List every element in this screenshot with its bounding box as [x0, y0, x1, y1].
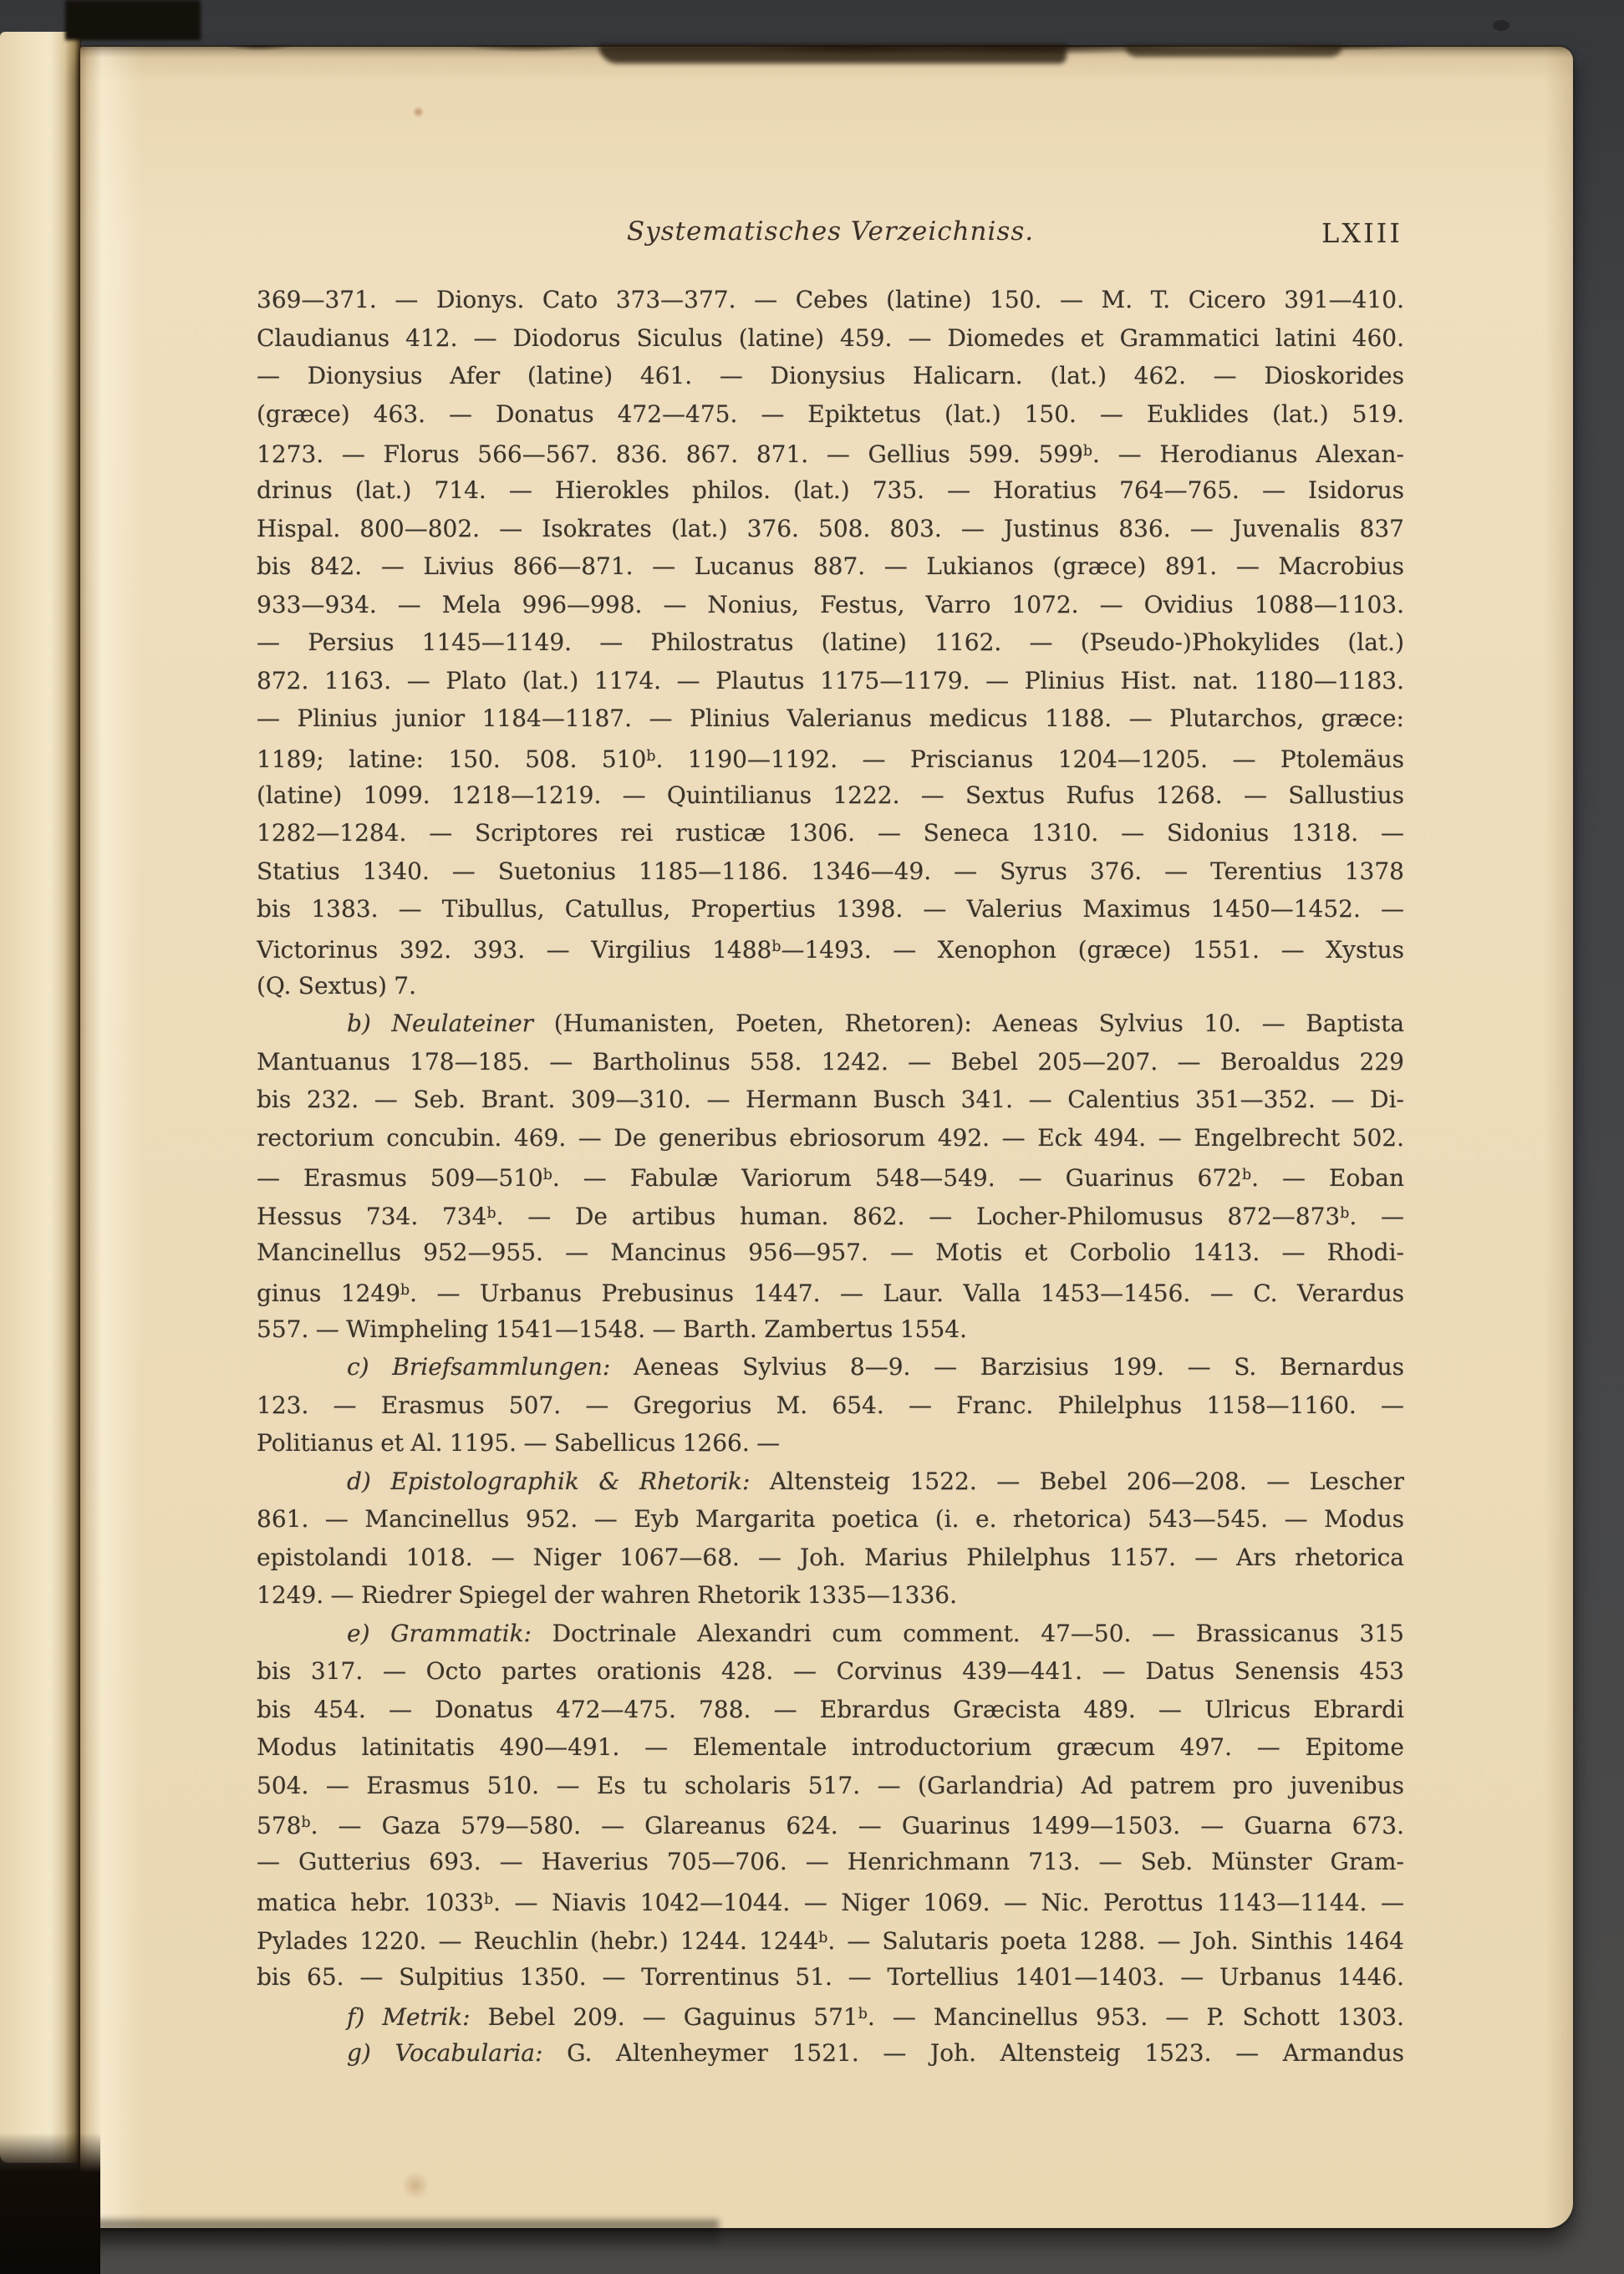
superscript-mark: b — [646, 747, 656, 765]
text-segment: — Erasmus 509—510 — [257, 1163, 543, 1192]
text-segment: Statius 1340. — Suetonius 1185—1186. 1346—49. — Syrus 376. — Terentius 1378 — [257, 857, 1404, 885]
text-segment: (græce) 463. — Donatus 472—475. — Epiktetus (lat.) 150. — Euklides (lat.) 519. — [257, 399, 1404, 428]
text-segment: 1189; latine: 150. 508. 510 — [257, 745, 647, 773]
text-line — [257, 776, 1404, 815]
text-line — [257, 1767, 1404, 1805]
text-line — [257, 1691, 1404, 1729]
text-segment: Aeneas Sylvius 8—9. — Barzisius 199. — S. Bernardus — [610, 1353, 1404, 1381]
text-segment: . — De artibus human. 862. — Locher-Philomusus 872—873 — [496, 1202, 1341, 1230]
gutter-top-shadow — [65, 0, 201, 40]
backdrop-fleck — [1493, 20, 1509, 31]
body-text — [257, 281, 1404, 2073]
text-line — [257, 662, 1404, 700]
superscript-mark: b — [771, 938, 781, 955]
superscript-mark: b — [301, 1814, 311, 1831]
text-line — [257, 1996, 1404, 2034]
text-segment: 123. — Erasmus 507. — Gregorius M. 654. — Franc. Philelphus 1158—1160. — — [257, 1391, 1404, 1419]
text-segment: Hispal. 800—802. — Isokrates (lat.) 376. 508. 803. — Justinus 836. — Juvenalis 837 — [257, 514, 1404, 542]
text-line — [257, 738, 1404, 776]
text-segment: bis 454. — Donatus 472—475. 788. — Ebrardus Græcista 489. — Ulricus Ebrardi — [257, 1695, 1404, 1723]
text-line — [257, 433, 1404, 471]
running-title: Systematisches Verzeichniss. — [626, 216, 1035, 247]
text-line — [257, 357, 1404, 395]
text-segment: . — Fabulæ Variorum 548—549. — Guarinus 672 — [552, 1163, 1242, 1192]
text-segment: —1493. — Xenophon (græce) 1551. — Xystus — [781, 935, 1404, 964]
text-segment: bis 842. — Livius 866—871. — Lucanus 887. — Lukianos (græce) 891. — Macrobius — [257, 552, 1404, 580]
text-line — [257, 510, 1404, 548]
text-segment: — Gutterius 693. — Haverius 705—706. — Henrichmann 713. — Seb. Münster Gram- — [257, 1848, 1404, 1875]
text-segment: 861. — Mancinellus 952. — Eyb Margarita poetica (i. e. rhetorica) 543—545. — Modus — [257, 1505, 1404, 1533]
text-line — [257, 586, 1404, 624]
text-line — [257, 928, 1404, 967]
text-segment: Politianus et Al. 1195. — Sabellicus 1266. — — [257, 1429, 781, 1457]
section-label: f) Metrik: — [347, 2002, 471, 2031]
text-line — [257, 1424, 1404, 1463]
text-segment: 369—371. — Dionys. Cato 373—377. — Cebes (latine) 150. — M. T. Cicero 391—410. — [257, 286, 1404, 313]
text-segment: 504. — Erasmus 510. — Es tu scholaris 517. — (Garlandria) Ad patrem pro juvenibus — [257, 1771, 1404, 1799]
text-segment: bis 65. — Sulpitius 1350. — Torrentinus 51. — Tortellius 1401—1403. — Urbanus 1446. — [257, 1962, 1404, 1991]
text-segment: . — Niavis 1042—1044. — Niger 1069. — Nic. Perottus 1143—1144. — — [493, 1888, 1404, 1916]
text-segment: 933—934. — Mela 996—998. — Nonius, Festus, Varro 1072. — Ovidius 1088—1103. — [257, 590, 1404, 618]
text-line — [257, 852, 1404, 891]
text-line — [257, 319, 1404, 358]
text-segment: bis 232. — Seb. Brant. 309—310. — Hermann Busch 341. — Calentius 351—352. — Di- — [257, 1086, 1404, 1113]
page-header — [257, 216, 1404, 258]
text-segment: Hessus 734. 734 — [257, 1202, 487, 1230]
text-segment: (latine) 1099. 1218—1219. — Quintilianus 1222. — Sextus Rufus 1268. — Sallustius — [257, 781, 1404, 809]
text-line — [257, 1539, 1404, 1577]
text-line — [257, 1195, 1404, 1234]
text-segment: . — Urbanus Prebusinus 1447. — Laur. Valla 1453—1456. — C. Verardus — [410, 1279, 1404, 1307]
superscript-mark: b — [818, 1929, 828, 1946]
text-line — [257, 1157, 1404, 1195]
text-segment: Doctrinale Alexandri cum comment. 47—50. — Brassicanus 315 — [532, 1619, 1404, 1647]
text-segment: . — Mancinellus 953. — P. Schott 1303. — [867, 2002, 1404, 2031]
text-segment: Victorinus 392. 393. — Virgilius 1488 — [257, 935, 772, 964]
text-line — [257, 814, 1404, 852]
superscript-mark: b — [486, 1205, 496, 1222]
text-line — [257, 1958, 1404, 1997]
previous-page-edge — [0, 32, 81, 2163]
text-segment: Modus latinitatis 490—491. — Elementale introductorium græcum 497. — Epitome — [257, 1733, 1404, 1761]
text-segment: Bebel 209. — Gaguinus 571 — [470, 2002, 858, 2031]
superscript-mark: b — [1082, 443, 1093, 460]
text-segment: 1282—1284. — Scriptores rei rusticæ 1306. — Seneca 1310. — Sidonius 1318. — — [257, 819, 1404, 847]
superscript-mark: b — [542, 1167, 552, 1183]
superscript-mark: b — [483, 1890, 494, 1908]
text-line — [257, 1920, 1404, 1958]
text-segment: 872. 1163. — Plato (lat.) 1174. — Plautus 1175—1179. — Plinius Hist. nat. 1180—1183. — [257, 666, 1404, 694]
paper-stain — [413, 105, 424, 119]
text-segment: . — — [1349, 1202, 1404, 1230]
paper-stain — [403, 2170, 428, 2201]
text-line — [257, 967, 1404, 1005]
text-segment: . — Gaza 579—580. — Glareanus 624. — Guarinus 1499—1503. — Guarna 673. — [310, 1811, 1404, 1839]
text-segment: 1273. — Florus 566—567. 836. 867. 871. — Gellius 599. 599 — [257, 440, 1083, 468]
text-segment: 578 — [257, 1811, 302, 1839]
text-segment: . — Herodianus Alexan- — [1092, 440, 1404, 468]
text-segment: bis 1383. — Tibullus, Catullus, Propertius 1398. — Valerius Maximus 1450—1452. — — [257, 895, 1404, 923]
page-top-edge-blob — [598, 44, 1067, 64]
text-line — [257, 2034, 1404, 2073]
text-line — [257, 1728, 1404, 1767]
text-segment: ginus 1249 — [257, 1279, 401, 1307]
text-line — [257, 1272, 1404, 1310]
text-line — [257, 890, 1404, 928]
text-line — [257, 1804, 1404, 1843]
text-line — [257, 699, 1404, 738]
text-line — [257, 1119, 1404, 1157]
text-segment: 1249. — Riedrer Spiegel der wahren Rhetorik 1335—1336. — [257, 1581, 957, 1609]
text-segment: epistolandi 1018. — Niger 1067—68. — Joh. Marius Philelphus 1157. — Ars rhetorica — [257, 1543, 1404, 1571]
text-segment: G. Altenheymer 1521. — Joh. Altensteig 1523. — Armandus — [542, 2039, 1404, 2067]
text-line — [257, 1081, 1404, 1119]
section-label: c) Briefsammlungen: — [347, 1353, 611, 1381]
text-segment: (Humanisten, Poeten, Rhetoren): Aeneas Sylvius 10. — Baptista — [533, 1010, 1404, 1037]
text-line — [257, 1386, 1404, 1425]
text-line — [257, 1234, 1404, 1272]
text-segment: — Persius 1145—1149. — Philostratus (latine) 1162. — (Pseudo-)Phokylides (lat.) — [257, 628, 1404, 656]
text-line — [257, 1043, 1404, 1081]
page-bottom-shadow — [84, 2220, 719, 2248]
text-segment: Pylades 1220. — Reuchlin (hebr.) 1244. 1244 — [257, 1926, 819, 1955]
text-segment: bis 317. — Octo partes orationis 428. — Corvinus 439—441. — Datus Senensis 453 — [257, 1657, 1404, 1685]
text-segment: — Plinius junior 1184—1187. — Plinius Valerianus medicus 1188. — Plutarchos, græce: — [257, 705, 1404, 732]
text-line — [257, 395, 1404, 434]
section-label: g) Vocabularia: — [347, 2039, 543, 2067]
text-line — [257, 1881, 1404, 1920]
text-segment: . — Salutaris poeta 1288. — Joh. Sinthis 1464 — [827, 1926, 1404, 1955]
section-label: d) Epistolographik & Rhetorik: — [347, 1467, 751, 1495]
superscript-mark: b — [1340, 1205, 1350, 1222]
text-line — [257, 281, 1404, 319]
text-line — [257, 623, 1404, 662]
text-segment: — Dionysius Afer (latine) 461. — Dionysius Halicarn. (lat.) 462. — Dioskorides — [257, 362, 1404, 389]
text-line — [257, 1310, 1404, 1349]
text-segment: . 1190—1192. — Priscianus 1204—1205. — Ptolemäus — [655, 745, 1404, 773]
text-line — [257, 1500, 1404, 1539]
section-label: e) Grammatik: — [347, 1619, 532, 1647]
gutter-bottom-shadow — [0, 2133, 100, 2274]
text-line — [257, 1843, 1404, 1881]
text-line — [257, 1348, 1404, 1386]
section-label: b) Neulateiner — [347, 1010, 534, 1037]
text-line — [257, 1005, 1404, 1043]
text-segment: Altensteig 1522. — Bebel 206—208. — Lescher — [750, 1467, 1404, 1495]
text-line — [257, 1463, 1404, 1501]
text-line — [257, 1615, 1404, 1653]
text-segment: drinus (lat.) 714. — Hierokles philos. (lat.) 735. — Horatius 764—765. — Isidorus — [257, 476, 1404, 504]
text-line — [257, 1652, 1404, 1691]
book-page — [80, 47, 1573, 2228]
text-segment: rectorium concubin. 469. — De generibus ebriosorum 492. — Eck 494. — Engelbrecht 502. — [257, 1123, 1404, 1152]
text-segment: . — Eoban — [1251, 1163, 1404, 1192]
text-segment: Claudianus 412. — Diodorus Siculus (latine) 459. — Diomedes et Grammatici latini 460. — [257, 323, 1404, 352]
superscript-mark: b — [858, 2006, 868, 2022]
text-segment: matica hebr. 1033 — [257, 1888, 484, 1916]
text-line — [257, 1576, 1404, 1615]
text-line — [257, 547, 1404, 586]
text-line — [257, 471, 1404, 510]
text-segment: Mancinellus 952—955. — Mancinus 956—957. — Motis et Corbolio 1413. — Rhodi- — [257, 1239, 1404, 1266]
text-segment: 557. — Wimpheling 1541—1548. — Barth. Zambertus 1554. — [257, 1315, 967, 1343]
text-segment: (Q. Sextus) 7. — [257, 971, 417, 1000]
superscript-mark: b — [1241, 1167, 1252, 1183]
page-number: LXIII — [1321, 217, 1403, 249]
text-segment: Mantuanus 178—185. — Bartholinus 558. 1242. — Bebel 205—207. — Beroaldus 229 — [257, 1047, 1404, 1076]
superscript-mark: b — [400, 1281, 410, 1299]
page-top-edge-blob-small — [1125, 45, 1342, 57]
